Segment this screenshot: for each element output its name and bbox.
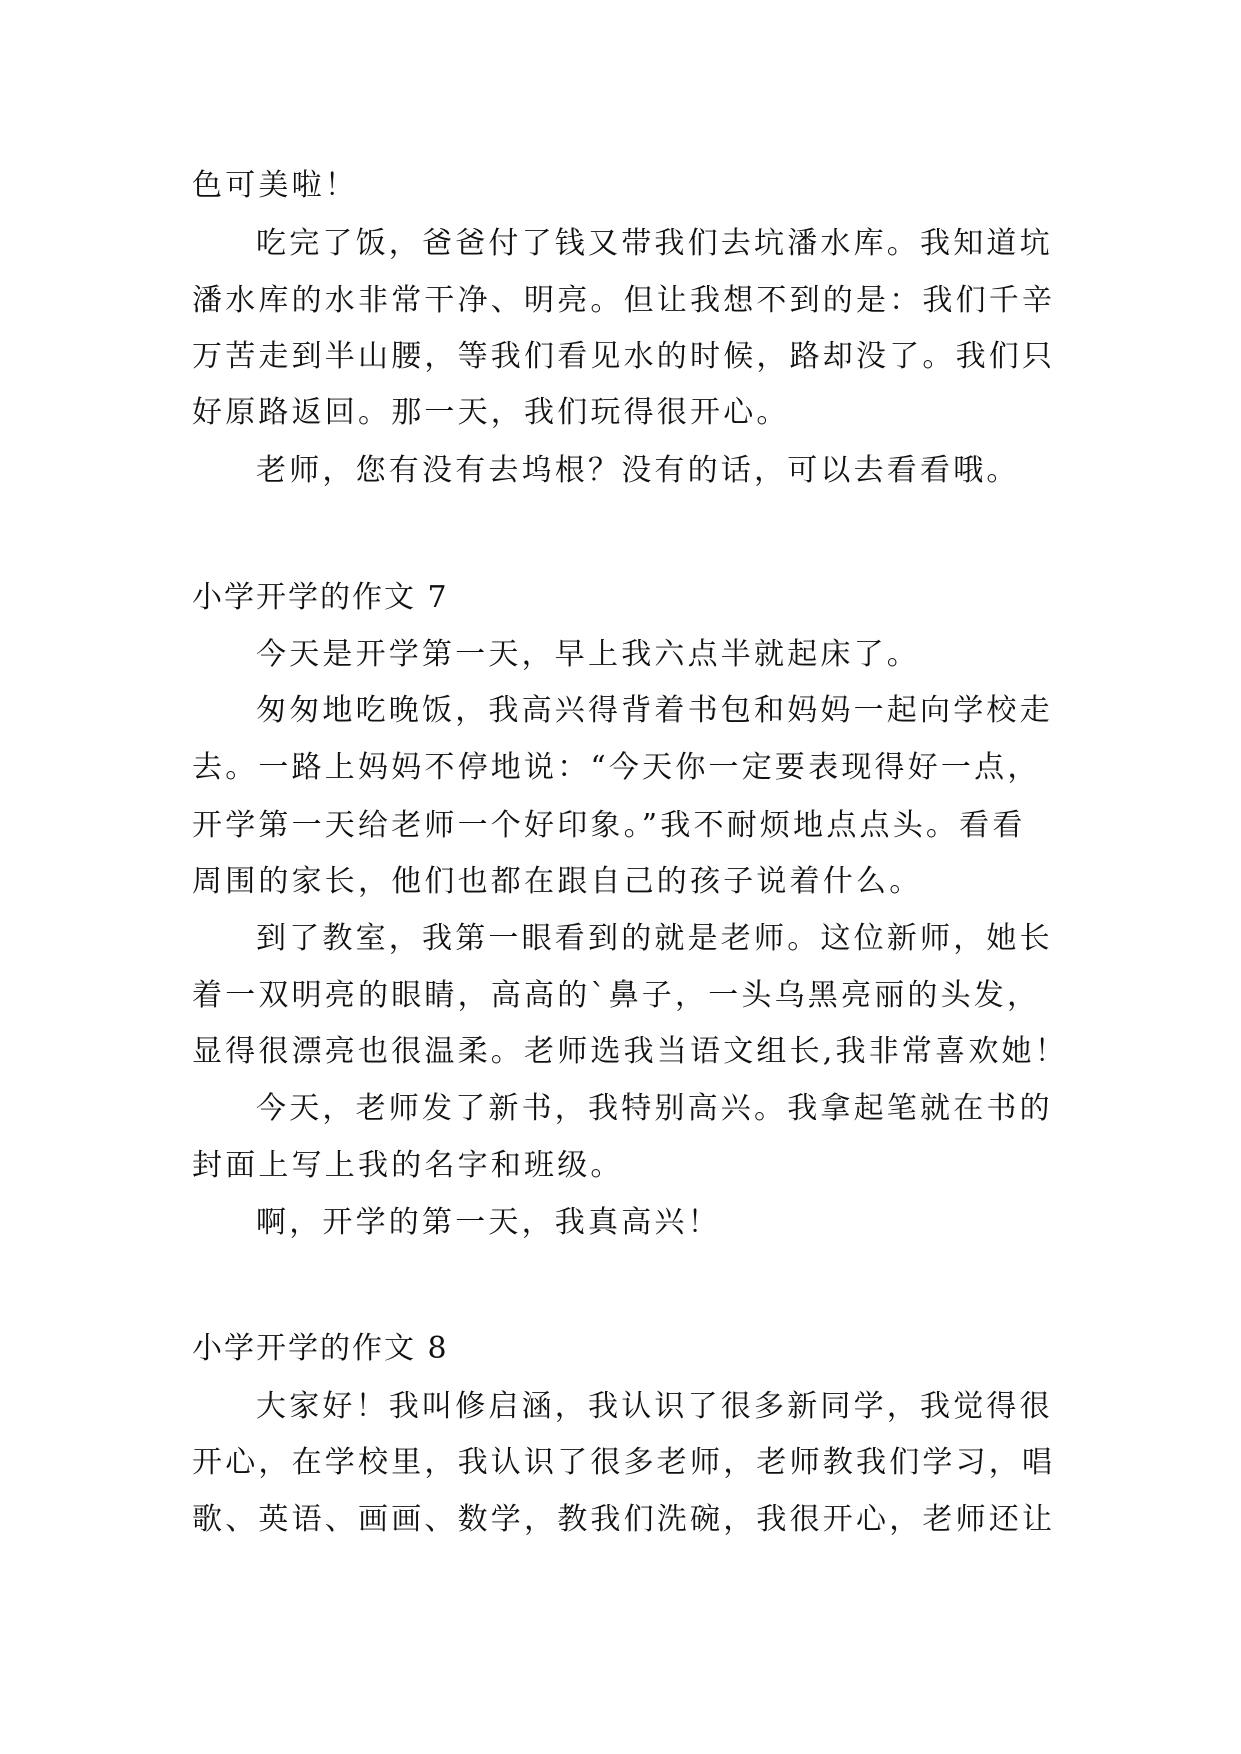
paragraph-line: 大家好！我叫修启涵，我认识了很多新同学，我觉得很 — [256, 1389, 1053, 1424]
section-heading: 小学开学的作文 8 — [192, 1331, 449, 1366]
paragraph-line: 好原路返回。那一天，我们玩得很开心。 — [192, 395, 790, 430]
paragraph-line: 潘水库的水非常干净、明亮。但让我想不到的是：我们千辛 — [192, 283, 1056, 318]
paragraph-line: 今天是开学第一天，早上我六点半就起床了。 — [256, 637, 920, 672]
paragraph-line: 去。一路上妈妈不停地说：“今天你一定要表现得好一点， — [192, 750, 1041, 785]
paragraph-line: 封面上写上我的名字和班级。 — [192, 1148, 624, 1183]
paragraph-line: 开心，在学校里，我认识了很多老师，老师教我们学习，唱 — [192, 1445, 1056, 1480]
paragraph-line: 显得很漂亮也很温柔。老师选我当语文组长,我非常喜欢她！ — [192, 1034, 1068, 1069]
paragraph-line: 到了教室，我第一眼看到的就是老师。这位新师，她长 — [256, 921, 1053, 956]
paragraph-line: 万苦走到半山腰，等我们看见水的时候，路却没了。我们只 — [192, 339, 1056, 374]
paragraph-line: 匆匆地吃晚饭，我高兴得背着书包和妈妈一起向学校走 — [256, 693, 1053, 728]
paragraph-line: 今天，老师发了新书，我特别高兴。我拿起笔就在书的 — [256, 1091, 1053, 1126]
paragraph-line: 吃完了饭，爸爸付了钱又带我们去坑潘水库。我知道坑 — [256, 226, 1053, 261]
paragraph-line: 啊，开学的第一天，我真高兴！ — [256, 1205, 721, 1240]
paragraph-line: 周围的家长，他们也都在跟自己的孩子说着什么。 — [192, 864, 923, 899]
paragraph-line: 老师，您有没有去坞根？没有的话，可以去看看哦。 — [256, 453, 1020, 488]
paragraph-line: 开学第一天给老师一个好印象。”我不耐烦地点点头。看看 — [192, 808, 1026, 843]
paragraph-line: 色可美啦！ — [192, 168, 358, 203]
paragraph-line: 歌、英语、画画、数学，教我们洗碗，我很开心，老师还让 — [192, 1502, 1056, 1537]
paragraph-line: 着一双明亮的眼睛，高高的`鼻子，一头乌黑亮丽的头发， — [192, 978, 1041, 1013]
section-heading: 小学开学的作文 7 — [192, 580, 449, 615]
